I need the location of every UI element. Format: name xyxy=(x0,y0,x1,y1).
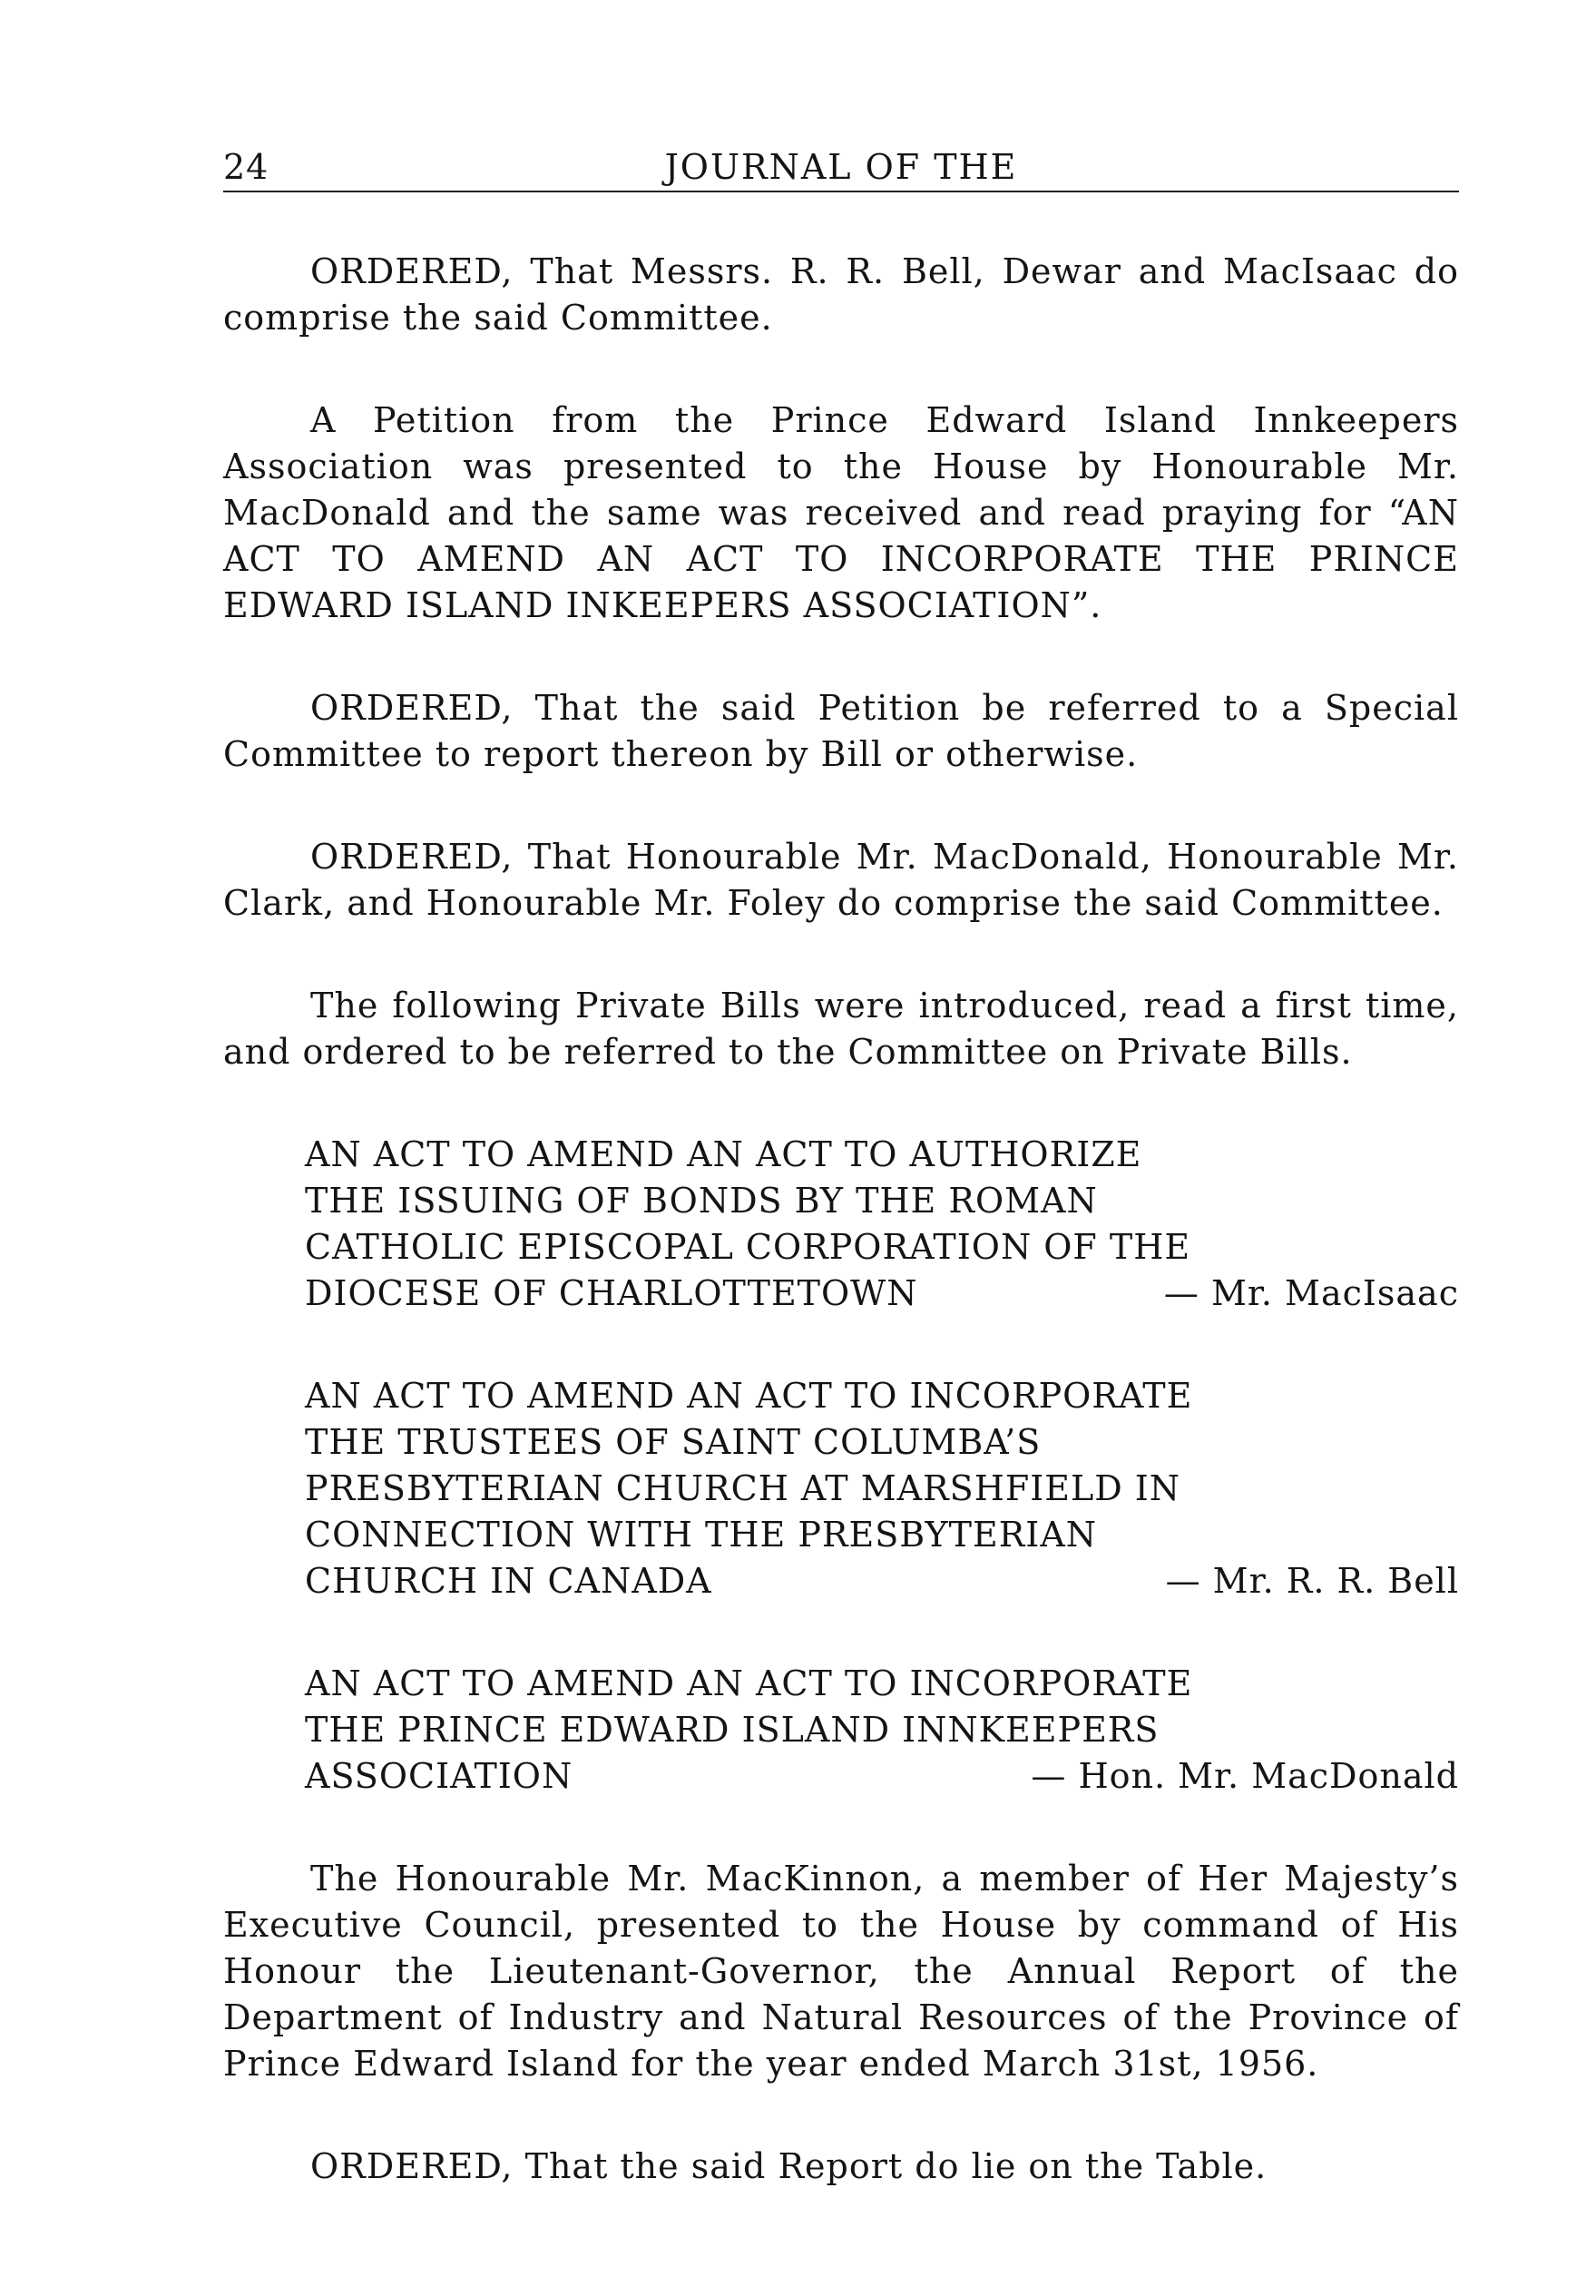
bill-title-line: ASSOCIATION xyxy=(305,1756,573,1796)
bill-title-line: AN ACT TO AMEND AN ACT TO INCORPORATE xyxy=(305,1663,1193,1703)
bill-title-last-line xyxy=(305,1271,1459,1317)
bill-title-line: THE ISSUING OF BONDS BY THE ROMAN xyxy=(305,1181,1098,1221)
page-number: 24 xyxy=(223,147,269,187)
bill-title-last-line xyxy=(305,1558,1459,1604)
journal-page xyxy=(223,136,1459,2246)
journal-body xyxy=(223,249,1459,2190)
bill-title-last-line xyxy=(305,1753,1459,1800)
order-report-lie-on-table-paragraph: ORDERED, That the said Report do lie on the Table. xyxy=(310,2146,1268,2186)
bill-entry xyxy=(305,1373,1459,1604)
annual-report-paragraph: The Honourable Mr. MacKinnon, a member of Her Majesty’s Executive Council, presented to the House by command of His Honour the Lieutenant-Governor, the Annual Report of the Department of Industry and Natural Resources of the Province of Prince Edward Island for the year ended March 31st, 1956. xyxy=(223,1859,1459,2084)
bill-title-line: CATHOLIC EPISCOPAL CORPORATION OF THE xyxy=(305,1227,1191,1267)
order-petition-referred-paragraph: ORDERED, That the said Petition be referred to a Special Committee to report thereon by Bill or otherwise. xyxy=(223,688,1459,774)
bill-entry xyxy=(305,1661,1459,1800)
private-bills-intro-paragraph: The following Private Bills were introduced, read a first time, and ordered to be referred to the Committee on Private Bills. xyxy=(223,986,1459,1072)
bill-title-line: CHURCH IN CANADA xyxy=(305,1561,712,1601)
bill-title-line: PRESBYTERIAN CHURCH AT MARSHFIELD IN xyxy=(305,1468,1180,1508)
bill-sponsor: — Hon. Mr. MacDonald xyxy=(1031,1756,1459,1796)
bill-entry xyxy=(305,1132,1459,1317)
bill-title-line: THE TRUSTEES OF SAINT COLUMBA’S xyxy=(305,1422,1042,1462)
order-special-committee-paragraph: ORDERED, That Honourable Mr. MacDonald, Honourable Mr. Clark, and Honourable Mr. Foley do comprise the said Committee. xyxy=(223,837,1459,923)
order-committee-members-paragraph: ORDERED, That Messrs. R. R. Bell, Dewar and MacIsaac do comprise the said Committee. xyxy=(223,251,1459,338)
running-title: JOURNAL OF THE xyxy=(664,147,1018,187)
bill-title-line: AN ACT TO AMEND AN ACT TO AUTHORIZE xyxy=(305,1134,1142,1174)
bill-sponsor: — Mr. R. R. Bell xyxy=(1165,1561,1459,1601)
bill-title-line: AN ACT TO AMEND AN ACT TO INCORPORATE xyxy=(305,1376,1193,1416)
petition-innkeepers-paragraph: A Petition from the Prince Edward Island Innkeepers Association was presented to the House by Honourable Mr. MacDonald and the same was received and read praying for “AN ACT TO AMEND AN ACT TO INCORPORATE THE PRINCE EDWARD ISLAND INKEEPERS ASSOCIATION”. xyxy=(223,400,1459,625)
bill-title-line: CONNECTION WITH THE PRESBYTERIAN xyxy=(305,1515,1098,1555)
bill-title-line: DIOCESE OF CHARLOTTETOWN xyxy=(305,1273,918,1313)
bill-title-line: THE PRINCE EDWARD ISLAND INNKEEPERS xyxy=(305,1710,1160,1750)
bill-sponsor: — Mr. MacIsaac xyxy=(1163,1273,1459,1313)
running-head xyxy=(223,136,1459,192)
